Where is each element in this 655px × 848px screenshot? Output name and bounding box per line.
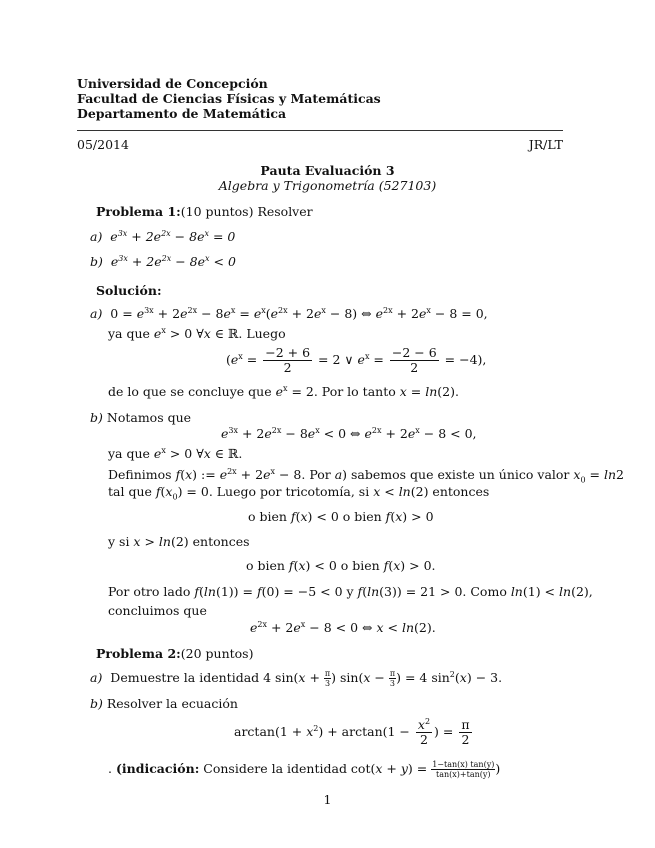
problem1-points: (10 puntos) Resolver — [180, 204, 313, 219]
fraction-2-denominator: 2 — [410, 360, 419, 375]
hint-denominator: tan(x)+tan(y) — [436, 770, 491, 779]
problem1-item-a: a) $e^{3x} + 2e^{2x} - 8e^x = 0$ — [90, 229, 236, 244]
solution-a-label: a) — [90, 306, 103, 321]
fraction-2 — [390, 346, 439, 375]
solution-b-line1 — [90, 410, 191, 425]
problem2-b-text: Resolver la ecuación — [106, 696, 238, 711]
solution-heading: Solución: — [96, 283, 162, 298]
problem1-item-b: b) $e^{3x} + 2e^{2x} - 8e^x < 0$ — [90, 254, 236, 269]
solution-b-display2: o bien f(x) < 0 o bien f(x) > 0 — [248, 509, 434, 524]
hint-numerator: 1−tan(x) tan(y) — [432, 760, 495, 769]
solution-b-line7: concluimos que — [108, 603, 207, 618]
problem2-hint: . (indicación: Considere la identidad cot(x + y) = $\frac{1-\tan(x) \tan(y)}{\tan(x)+\tan(y)}$ ) — [108, 760, 501, 779]
problem1-heading: Problema 1: — [96, 204, 181, 219]
solution-b-line2: ya que $e^x > 0$ ∀x ∈ ℝ. — [108, 446, 243, 461]
solution-b-display4: $e^{2x} + 2e^x - 8 < 0$ ⇔ x < ln(2). — [250, 620, 436, 635]
department-name: Departamento de Matemática — [77, 106, 287, 121]
problem2-a-label: a) — [90, 670, 103, 685]
problem2-points: (20 puntos) — [180, 646, 254, 661]
doc-subtitle: Algebra y Trigonometría (527103) — [218, 178, 437, 193]
header-rule — [77, 130, 563, 131]
solution-b-display3: o bien f(x) < 0 o bien f(x) > 0. — [246, 558, 436, 573]
problem2-item-a: a) Demuestre la identidad 4 sin(x + $\frac{\pi}{3}$ ) sin(x − $\frac{\pi}{3}$ ) = 4 $\sin^2(x) - 3$. — [90, 669, 503, 688]
fraction-1-denominator: 2 — [283, 360, 292, 375]
hint-fraction — [431, 760, 495, 779]
solution-a-line3: de lo que se concluye que $e^x = 2$. Por lo tanto x = ln(2). — [108, 384, 459, 399]
problem2-item-b — [90, 696, 238, 711]
university-name: Universidad de Concepción — [77, 76, 268, 91]
item-a-label: a) — [90, 229, 103, 244]
hint-label: (indicación: — [115, 761, 200, 776]
problem2-statement — [96, 646, 253, 661]
solution-a-line1: a) $0 = e^{3x} + 2e^{2x} - 8e^x = e^x(e^{2x} + 2e^x - 8)$ ⇔ $e^{2x} + 2e^x - 8 = 0$, — [90, 306, 488, 321]
solution-b-line1-text: Notamos que — [106, 410, 192, 425]
solution-b-label: b) — [90, 410, 103, 425]
item-b-label: b) — [90, 254, 103, 269]
solution-b-line6: Por otro lado f(ln(1)) = f(0) = −5 < 0 y f(ln(3)) = 21 > 0. Como ln(1) < ln(2), — [108, 584, 593, 599]
faculty-name: Facultad de Ciencias Físicas y Matemáticas — [77, 91, 381, 106]
doc-title: Pauta Evaluación 3 — [260, 163, 395, 178]
solution-b-line4: tal que $f(x_0) = 0$. Luego por tricotomía, si x < ln(2) entonces — [108, 484, 490, 502]
problem2-b-label: b) — [90, 696, 103, 711]
date: 05/2014 — [77, 137, 129, 152]
problem2-heading: Problema 2: — [96, 646, 181, 661]
fraction-1 — [263, 346, 312, 375]
initials: JR/LT — [528, 137, 563, 152]
problem1-statement — [96, 204, 313, 219]
page-number: 1 — [323, 792, 332, 807]
fraction-1-numerator: −2 + 6 — [265, 345, 311, 360]
fraction-2-numerator: −2 − 6 — [391, 345, 437, 360]
solution-b-display1: $e^{3x} + 2e^{2x} - 8e^x < 0$ ⇔ $e^{2x} + 2e^x - 8 < 0$, — [221, 426, 477, 441]
solution-a-line2: ya que $e^x > 0$ ∀x ∈ ℝ. Luego — [108, 326, 286, 341]
solution-a-display: ($e^x$ = $\frac{-2 + 6}{2}$ = 2 ∨ $e^x$ = $\frac{-2 - 6}{2}$ = −4), — [226, 345, 487, 375]
solution-b-line3: Definimos f(x) := $e^{2x} + 2e^x - 8$. Por a) sabemos que existe un único valor $x_0 = \ln 2$ — [108, 467, 624, 485]
solution-b-line5: y si x > ln(2) entonces — [108, 534, 250, 549]
problem2-equation: $\arctan(1 + x^2) + \arctan(1$ − $\frac{x^2}{2}$ ) = $\frac{\pi}{2}$ — [234, 717, 470, 747]
